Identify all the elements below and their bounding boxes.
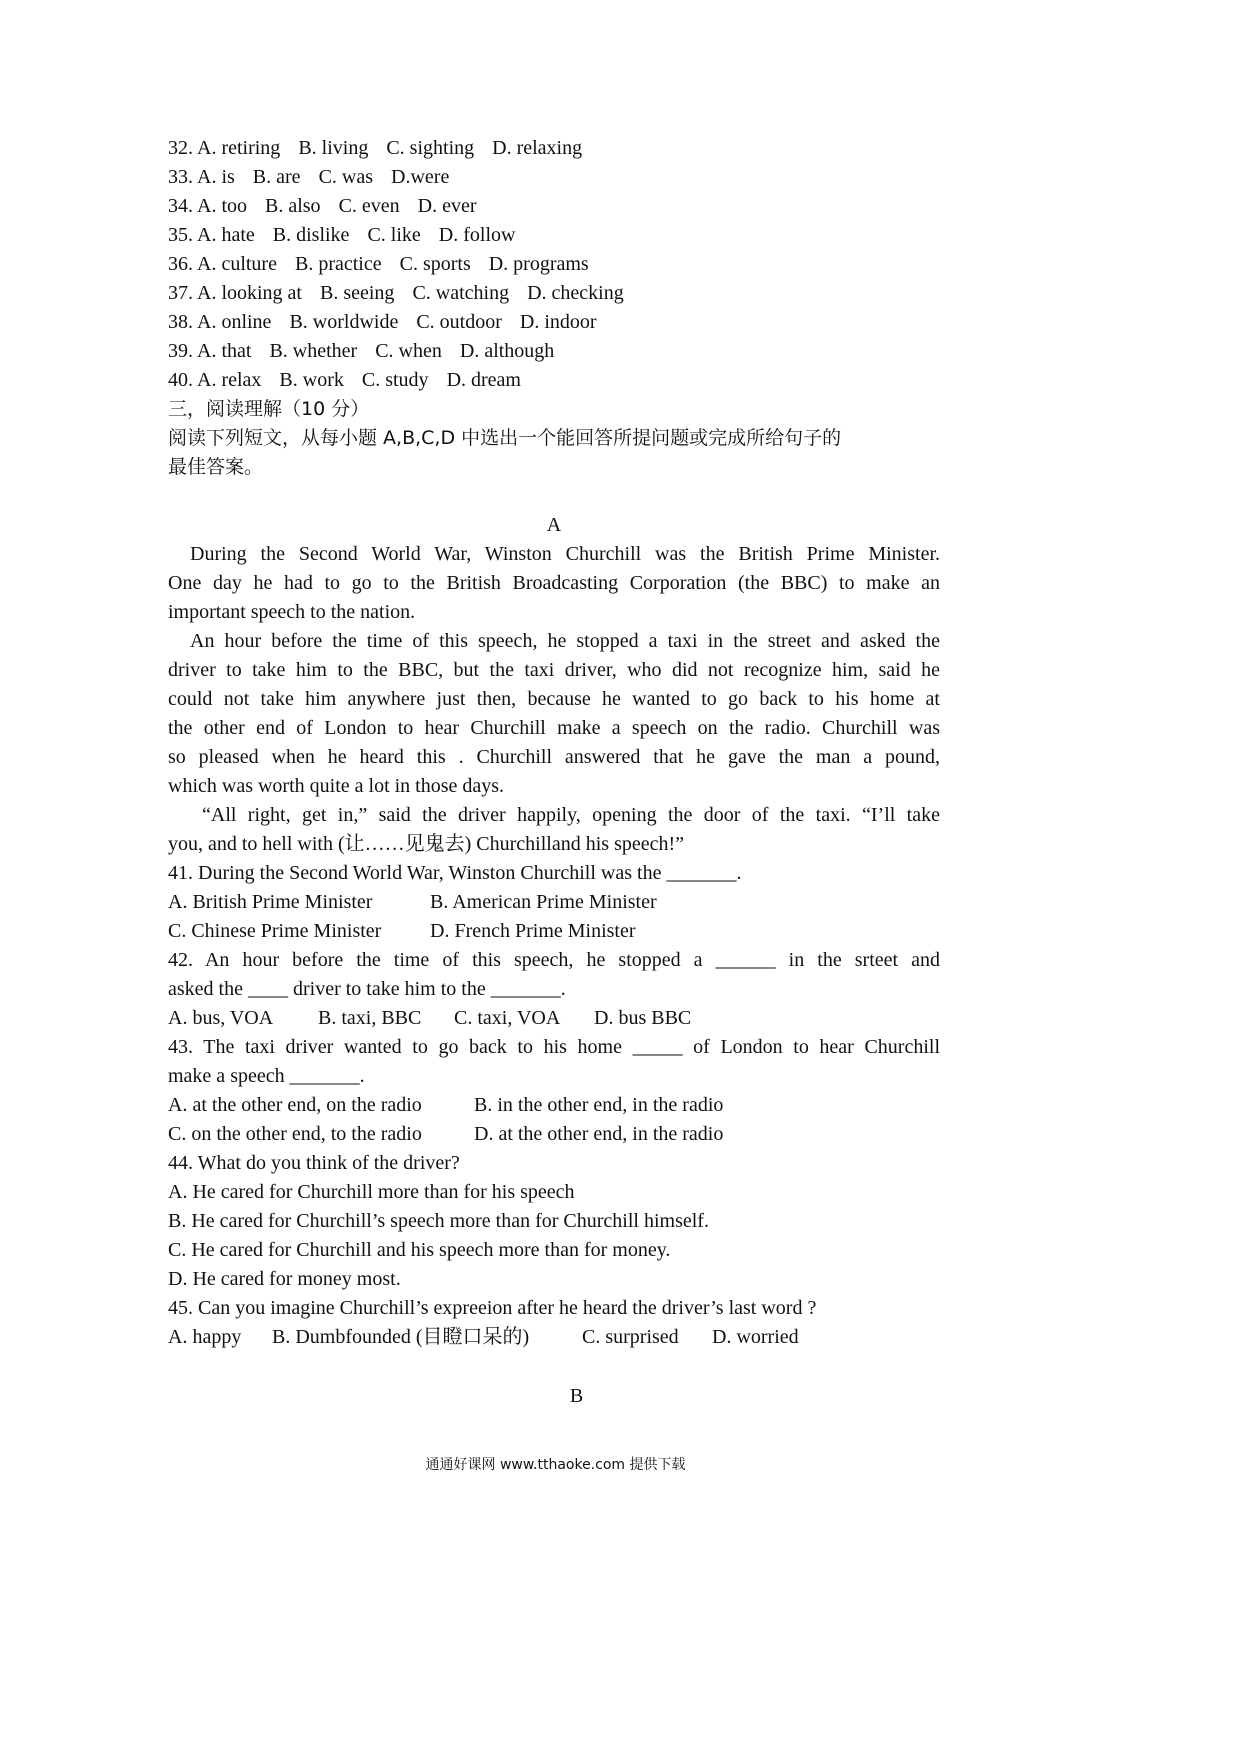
mc-question-row <box>168 163 940 192</box>
question-number: 33. <box>168 166 193 188</box>
answer-option: A. hate <box>197 224 255 246</box>
answer-option: C. even <box>338 195 400 217</box>
page-content <box>168 134 940 1352</box>
question-number: 32. <box>168 137 193 159</box>
option-d: D. worried <box>712 1326 799 1348</box>
mc-question-list <box>168 134 940 395</box>
option-d: D. bus BBC <box>594 1007 692 1029</box>
passage-line: you, and to hell with (让……见鬼去) Churchilland his speech!” <box>168 833 685 855</box>
answer-option: A. retiring <box>197 137 281 159</box>
answer-option: B. whether <box>269 340 358 362</box>
answer-option: A. online <box>197 311 272 333</box>
question-45-options-row <box>168 1323 940 1352</box>
option-b: B. in the other end, in the radio <box>474 1094 724 1116</box>
answer-option: B. practice <box>294 253 382 275</box>
answer-option: D. although <box>459 340 555 362</box>
passage-line: which was worth quite a lot in those days. <box>168 775 505 797</box>
option-c: C. Chinese Prime Minister <box>168 920 382 942</box>
answer-option: D. ever <box>417 195 477 217</box>
section-title: 三，阅读理解（10 分） <box>168 398 370 420</box>
answer-option: D. relaxing <box>492 137 583 159</box>
passage-line: could not take him anywhere just then, because he wanted to go back to his home at <box>168 688 940 710</box>
option-d: D. He cared for money most. <box>168 1268 401 1290</box>
answer-option: D.were <box>391 166 450 188</box>
answer-option: B. worldwide <box>289 311 399 333</box>
question-43-options-row <box>168 1091 940 1120</box>
option-c: C. on the other end, to the radio <box>168 1123 422 1145</box>
passage-line: An hour before the time of this speech, he stopped a taxi in the street and asked the <box>190 630 940 652</box>
option-b: B. taxi, BBC <box>318 1007 422 1029</box>
question-41-options-row <box>168 917 940 946</box>
answer-option: C. outdoor <box>416 311 502 333</box>
answer-option: A. culture <box>197 253 277 275</box>
option-a: A. at the other end, on the radio <box>168 1094 422 1116</box>
passage-line: During the Second World War, Winston Churchill was the British Prime Minister. <box>190 543 940 565</box>
answer-option: B. living <box>298 137 369 159</box>
question-41-options-row <box>168 888 940 917</box>
passage-a-text <box>168 540 940 859</box>
answer-option: B. also <box>265 195 321 217</box>
mc-question-row <box>168 250 940 279</box>
mc-question-row <box>168 337 940 366</box>
question-number: 36. <box>168 253 193 275</box>
instruction-line: 最佳答案。 <box>168 456 264 478</box>
option-b: B. He cared for Churchill’s speech more than for Churchill himself. <box>168 1210 709 1232</box>
option-a: A. British Prime Minister <box>168 891 373 913</box>
answer-option: C. study <box>361 369 429 391</box>
question-42-options-row <box>168 1004 940 1033</box>
answer-option: C. like <box>367 224 421 246</box>
answer-option: B. work <box>279 369 344 391</box>
instruction-line: 阅读下列短文，从每小题 A,B,C,D 中选出一个能回答所提问题或完成所给句子的 <box>168 427 842 449</box>
option-c: C. He cared for Churchill and his speech more than for money. <box>168 1239 671 1261</box>
answer-option: B. dislike <box>272 224 350 246</box>
question-44-stem: 44. What do you think of the driver? <box>168 1152 460 1174</box>
passage-line: the other end of London to hear Churchill make a speech on the radio. Churchill was <box>168 717 940 739</box>
option-c: C. surprised <box>582 1326 679 1348</box>
mc-question-row <box>168 134 940 163</box>
answer-option: C. sports <box>399 253 471 275</box>
option-b: B. Dumbfounded (目瞪口呆的) <box>272 1326 530 1348</box>
question-42-stem: asked the ____ driver to take him to the _______. <box>168 978 566 1000</box>
question-number: 39. <box>168 340 193 362</box>
answer-option: A. is <box>197 166 235 188</box>
question-number: 38. <box>168 311 193 333</box>
option-a: A. happy <box>168 1326 242 1348</box>
answer-option: C. when <box>375 340 442 362</box>
answer-option: C. was <box>318 166 374 188</box>
mc-question-row <box>168 279 940 308</box>
answer-option: B. are <box>252 166 301 188</box>
answer-option: D. checking <box>527 282 624 304</box>
question-number: 34. <box>168 195 193 217</box>
mc-question-row <box>168 366 940 395</box>
question-45-stem: 45. Can you imagine Churchill’s expreeion after he heard the driver’s last word ? <box>168 1297 817 1319</box>
option-d: D. French Prime Minister <box>430 920 636 942</box>
answer-option: D. dream <box>446 369 521 391</box>
question-number: 35. <box>168 224 193 246</box>
question-number: 40. <box>168 369 193 391</box>
option-b: B. American Prime Minister <box>430 891 657 913</box>
mc-question-row <box>168 308 940 337</box>
question-number: 37. <box>168 282 193 304</box>
page-footer: 通通好课网 www.tthaoke.com 提供下载 <box>425 1457 686 1473</box>
answer-option: D. indoor <box>519 311 597 333</box>
answer-option: C. watching <box>412 282 510 304</box>
answer-option: D. follow <box>438 224 516 246</box>
question-42-stem: 42. An hour before the time of this speech, he stopped a ______ in the srteet and <box>168 949 940 971</box>
option-c: C. taxi, VOA <box>454 1007 561 1029</box>
option-d: D. at the other end, in the radio <box>474 1123 724 1145</box>
passage-line: so pleased when he heard this . Churchill answered that he gave the man a pound, <box>168 746 940 768</box>
answer-option: A. relax <box>197 369 262 391</box>
answer-option: A. too <box>197 195 247 217</box>
answer-option: D. programs <box>488 253 589 275</box>
answer-option: C. sighting <box>386 137 475 159</box>
question-43-stem: make a speech _______. <box>168 1065 365 1087</box>
option-a: A. bus, VOA <box>168 1007 274 1029</box>
answer-option: A. looking at <box>197 282 302 304</box>
answer-option: A. that <box>197 340 252 362</box>
passage-line: “All right, get in,” said the driver happily, opening the door of the taxi. “I’ll take <box>202 804 940 826</box>
question-41-stem: 41. During the Second World War, Winston Churchill was the _______. <box>168 862 742 884</box>
option-a: A. He cared for Churchill more than for his speech <box>168 1181 575 1203</box>
passage-b-letter: B <box>569 1385 584 1407</box>
passage-line: important speech to the nation. <box>168 601 416 623</box>
question-43-stem: 43. The taxi driver wanted to go back to his home _____ of London to hear Churchill <box>168 1036 940 1058</box>
mc-question-row <box>168 221 940 250</box>
passage-a-letter: A <box>546 514 562 536</box>
question-43-options-row <box>168 1120 940 1149</box>
passage-line: One day he had to go to the British Broadcasting Corporation (the BBC) to make an <box>168 572 940 594</box>
passage-line: driver to take him to the BBC, but the taxi driver, who did not recognize him, said he <box>168 659 940 681</box>
mc-question-row <box>168 192 940 221</box>
answer-option: B. seeing <box>320 282 395 304</box>
